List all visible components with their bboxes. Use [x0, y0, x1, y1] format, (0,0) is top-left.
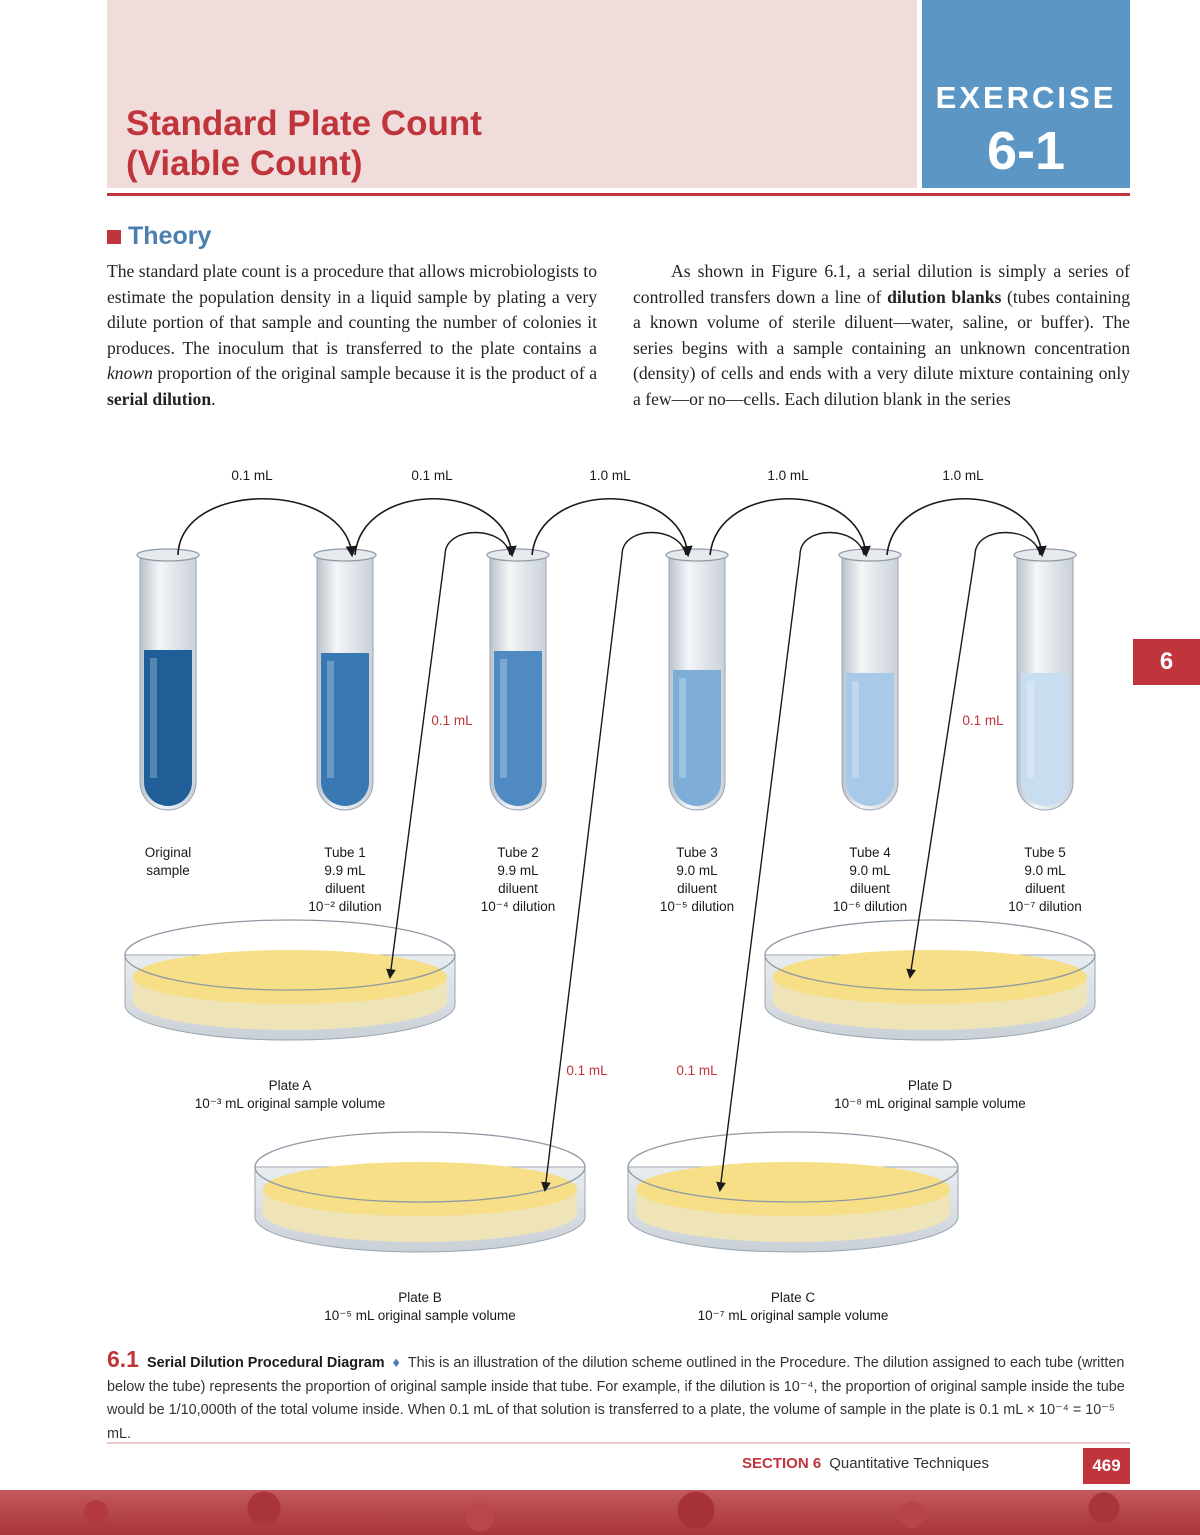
svg-text:9.0 mL: 9.0 mL: [676, 863, 718, 878]
petri-dish-c: [628, 1132, 958, 1252]
svg-text:9.0 mL: 9.0 mL: [1024, 863, 1066, 878]
svg-text:Plate A: Plate A: [268, 1078, 312, 1093]
agar-surface: [263, 1162, 577, 1216]
test-tube-2: [487, 549, 549, 810]
tube-highlight: [327, 661, 334, 778]
tube-rim: [1014, 549, 1076, 561]
transfer-arc-original-tube1: [178, 499, 352, 555]
tube-highlight: [852, 681, 859, 778]
test-tube-3: [666, 549, 728, 810]
svg-text:diluent: diluent: [325, 881, 365, 896]
petri-dish-d: [765, 920, 1095, 1040]
svg-text:diluent: diluent: [677, 881, 717, 896]
svg-text:Original: Original: [144, 845, 192, 860]
svg-text:9.9 mL: 9.9 mL: [324, 863, 366, 878]
theory-heading-text: Theory: [128, 222, 212, 250]
plate-a-transfer-label: 0.1 mL: [431, 713, 473, 728]
test-tube-0: [137, 549, 199, 810]
agar-surface: [773, 950, 1087, 1004]
tube-highlight: [500, 659, 507, 778]
petri-dish-a: [125, 920, 455, 1040]
plate-b-transfer-label: 0.1 mL: [566, 1063, 608, 1078]
svg-text:10⁻⁵ dilution: 10⁻⁵ dilution: [659, 899, 735, 914]
exercise-badge: [922, 0, 1130, 188]
agar-surface: [133, 950, 447, 1004]
transfer-label-5: 1.0 mL: [942, 468, 984, 483]
title-line-1: Standard Plate Count: [126, 104, 482, 143]
tube-caption-4: [833, 845, 907, 914]
agar-surface: [636, 1162, 950, 1216]
plate-d-transfer-label: 0.1 mL: [962, 713, 1004, 728]
svg-text:10⁻⁴ dilution: 10⁻⁴ dilution: [480, 899, 556, 914]
svg-text:diluent: diluent: [498, 881, 538, 896]
svg-text:Tube 3: Tube 3: [676, 845, 718, 860]
transfer-line-plate-a: [390, 555, 445, 977]
tube-highlight: [150, 658, 157, 778]
tube-caption-2: [481, 845, 555, 914]
svg-text:9.0 mL: 9.0 mL: [849, 863, 891, 878]
svg-text:Tube 2: Tube 2: [497, 845, 539, 860]
transfer-label-2: 0.1 mL: [411, 468, 453, 483]
test-tube-4: [839, 549, 901, 810]
heading-bullet-icon: [107, 230, 121, 244]
plate-caption-a: [195, 1078, 385, 1111]
tube-caption-original: [145, 845, 192, 878]
section-side-tab: 6: [1133, 639, 1200, 685]
svg-text:Plate B: Plate B: [398, 1290, 442, 1305]
transfer-arc-tube3-tube4: [710, 499, 866, 555]
page-number: 469: [1083, 1448, 1130, 1484]
theory-heading: [107, 222, 211, 251]
term-serial-dilution: serial dilution: [107, 388, 212, 409]
tube-rim: [137, 549, 199, 561]
serial-dilution-figure: [100, 455, 1140, 1335]
svg-text:10⁻⁸ mL original sample volume: 10⁻⁸ mL original sample volume: [834, 1096, 1026, 1111]
svg-text:Plate D: Plate D: [907, 1078, 953, 1093]
plate-c-transfer-label: 0.1 mL: [676, 1063, 718, 1078]
footer-section-label: SECTION 6: [742, 1455, 822, 1472]
caption-text: This is an illustration of the dilution scheme outlined in the Procedure. The dilution assigned to each tube (written below the tube) represents the proportion of original sample inside that tube. For example, if the dilution is 10⁻⁴, the proportion of original sample inside the tube would be 1/10,000th of the total volume inside. When 0.1 mL of that solution is transferred to a plate, the volume of sample in the plate is 0.1 mL × 10⁻⁴ = 10⁻⁵ mL.: [107, 1355, 1125, 1442]
tube-rim: [487, 549, 549, 561]
plate-caption-c: [698, 1290, 889, 1323]
svg-text:diluent: diluent: [1025, 881, 1065, 896]
transfer-line-plate-d: [910, 555, 975, 977]
svg-text:diluent: diluent: [850, 881, 890, 896]
footer-rule: [107, 1442, 1130, 1444]
theory-column-2: As shown in Figure 6.1, a serial dilution is simply a series of controlled transfers down a line of dilution blanks (tubes containing a known volume of sterile diluent—water, saline, or buffer). The series begins with a sample containing an unknown concentration (density) of cells and ends with a very dilute mixture containing only a few—or no—cells. Each dilution blank in the series: [633, 261, 1130, 409]
svg-text:10⁻⁷ dilution: 10⁻⁷ dilution: [1008, 899, 1082, 914]
diamond-icon: ♦: [392, 1355, 400, 1371]
tube-caption-5: [1008, 845, 1082, 914]
svg-text:10⁻⁵ mL original sample volume: 10⁻⁵ mL original sample volume: [324, 1308, 516, 1323]
plate-caption-b: [324, 1290, 516, 1323]
title-line-2: (Viable Count): [126, 144, 363, 183]
transfer-label-1: 0.1 mL: [231, 468, 273, 483]
transfer-label-3: 1.0 mL: [589, 468, 631, 483]
exercise-number: 6-1: [986, 121, 1066, 181]
page-title: [126, 104, 826, 184]
tube-highlight: [1027, 681, 1034, 778]
tube-rim: [839, 549, 901, 561]
svg-text:10⁻⁷ mL original sample volume: 10⁻⁷ mL original sample volume: [697, 1308, 889, 1323]
test-tube-5: [1014, 549, 1076, 810]
exercise-label: EXERCISE: [935, 80, 1117, 115]
transfer-line-plate-c: [720, 555, 800, 1190]
svg-text:Tube 1: Tube 1: [324, 845, 366, 860]
svg-text:10⁻⁶ dilution: 10⁻⁶ dilution: [832, 899, 908, 914]
plate-caption-d: [834, 1078, 1026, 1111]
petri-dish-b: [255, 1132, 585, 1252]
theory-column-1: The standard plate count is a procedure that allows microbiologists to estimate the population density in a liquid sample by plating a very dilute portion of that sample and counting the number of colonies it produces. The inoculum that is transferred to the plate contains a known proportion of the original sample because it is the product of a serial dilution.: [107, 261, 597, 409]
svg-text:Tube 5: Tube 5: [1024, 845, 1066, 860]
tube-rim: [314, 549, 376, 561]
transfer-arc-tube2-tube3: [532, 499, 688, 555]
transfer-arc-tube1-tube2: [355, 499, 512, 555]
header-rule: [107, 193, 1130, 196]
caption-number: 6.1: [107, 1346, 139, 1372]
transfer-label-4: 1.0 mL: [767, 468, 809, 483]
svg-text:9.9 mL: 9.9 mL: [497, 863, 539, 878]
tube-caption-1: [308, 845, 381, 914]
footer-section: [742, 1455, 989, 1472]
tube-rim: [666, 549, 728, 561]
svg-text:Plate C: Plate C: [770, 1290, 816, 1305]
caption-title: Serial Dilution Procedural Diagram: [146, 1355, 385, 1371]
transfer-line-plate-b: [545, 555, 622, 1190]
svg-text:10⁻² dilution: 10⁻² dilution: [308, 899, 382, 914]
tube-highlight: [679, 678, 686, 778]
decorative-footer-texture: [0, 1490, 1200, 1535]
test-tube-1: [314, 549, 376, 810]
svg-text:10⁻³ mL original sample volume: 10⁻³ mL original sample volume: [194, 1096, 386, 1111]
svg-text:sample: sample: [146, 863, 190, 878]
emphasis-known: known: [107, 363, 153, 384]
footer-section-title: Quantitative Techniques: [829, 1455, 990, 1472]
term-dilution-blanks: dilution blanks: [887, 286, 1002, 307]
svg-text:Tube 4: Tube 4: [849, 845, 891, 860]
tube-caption-3: [660, 845, 734, 914]
transfer-arc-tube4-tube5: [887, 499, 1042, 555]
figure-caption: [107, 1348, 1130, 1446]
